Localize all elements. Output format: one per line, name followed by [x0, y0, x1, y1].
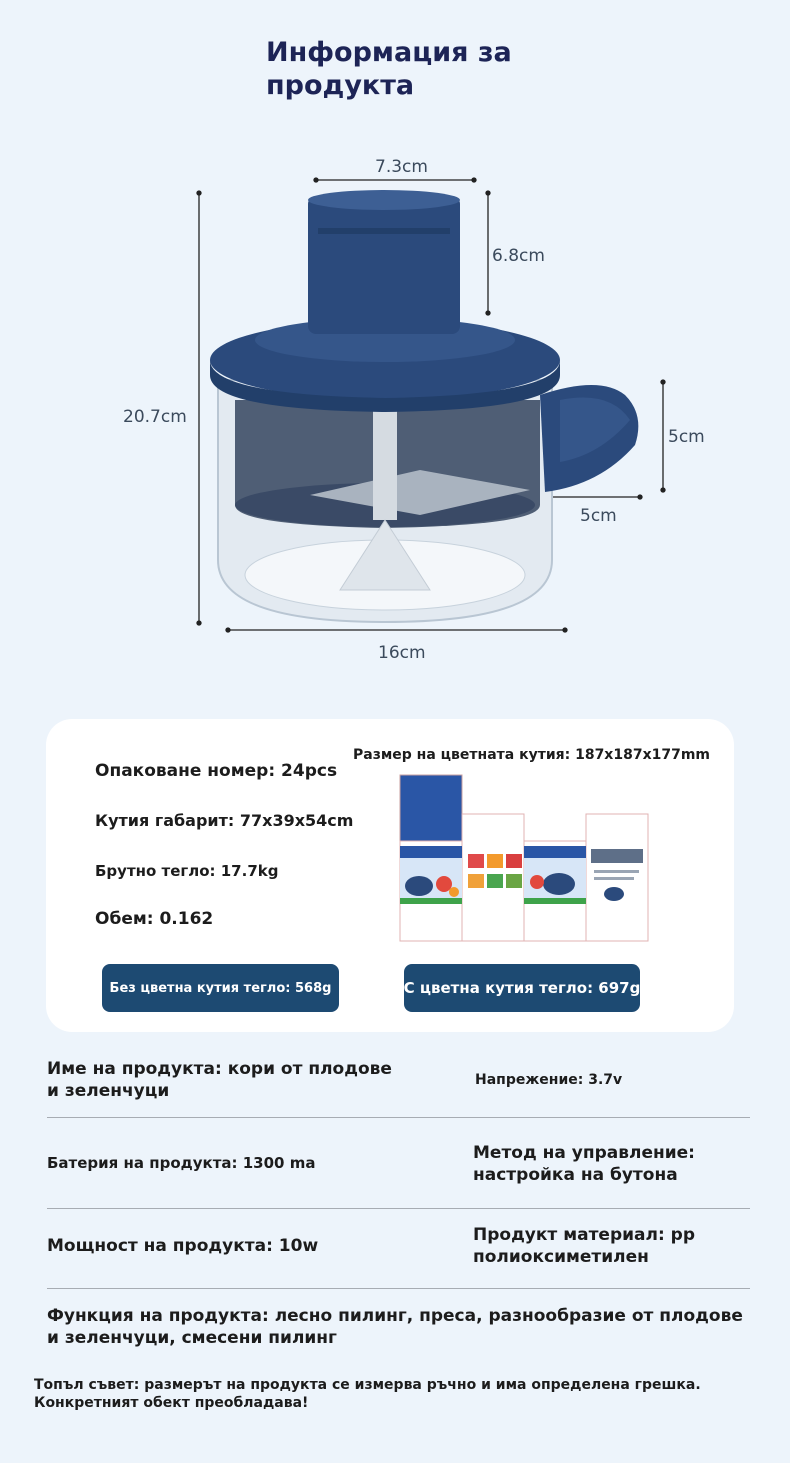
weight-with-box-badge: С цветна кутия тегло: 697g — [404, 964, 640, 1012]
gross-weight: Брутно тегло: 17.7kg — [95, 862, 279, 880]
dimension-top-width: 7.3cm — [375, 157, 428, 177]
divider — [47, 1288, 750, 1289]
packaging-card — [46, 719, 734, 1032]
dimension-total-height: 20.7cm — [123, 407, 187, 427]
color-box-size: Размер на цветната кутия: 187x187x177mm — [353, 747, 710, 763]
page-title: Информация за продукта — [266, 37, 512, 101]
divider — [47, 1208, 750, 1209]
color-box-image — [399, 774, 699, 944]
weight-without-box-badge: Без цветна кутия тегло: 568g — [102, 964, 339, 1012]
carton-size: Кутия габарит: 77x39x54cm — [95, 811, 354, 830]
spec-material: Продукт материал: pp полиоксиметилен — [473, 1225, 696, 1267]
spec-product-name: Име на продукта: кори от плодове и зеленчуци — [47, 1059, 392, 1101]
pack-number: Опаковане номер: 24pcs — [95, 761, 338, 781]
volume: Обем: 0.162 — [95, 909, 214, 929]
spec-function: Функция на продукта: лесно пилинг, преса, разнообразие от плодове и зеленчуци, смесени пилинг — [47, 1306, 743, 1348]
spec-voltage: Напрежение: 3.7v — [475, 1072, 623, 1088]
spec-power: Мощност на продукта: 10w — [47, 1236, 319, 1256]
dimension-spout-height: 5cm — [668, 427, 705, 447]
spec-battery: Батерия на продукта: 1300 ma — [47, 1154, 316, 1172]
product-image — [0, 150, 790, 660]
divider — [47, 1117, 750, 1118]
dimension-base-width: 16cm — [378, 643, 426, 663]
dimension-spout-width: 5cm — [580, 506, 617, 526]
spec-control: Метод на управление: настройка на бутона — [473, 1143, 695, 1185]
footer-note: Топъл съвет: размерът на продукта се измерва ръчно и има определена грешка. Конкретният обект преобладава! — [34, 1377, 701, 1411]
dimension-top-height: 6.8cm — [492, 246, 545, 266]
